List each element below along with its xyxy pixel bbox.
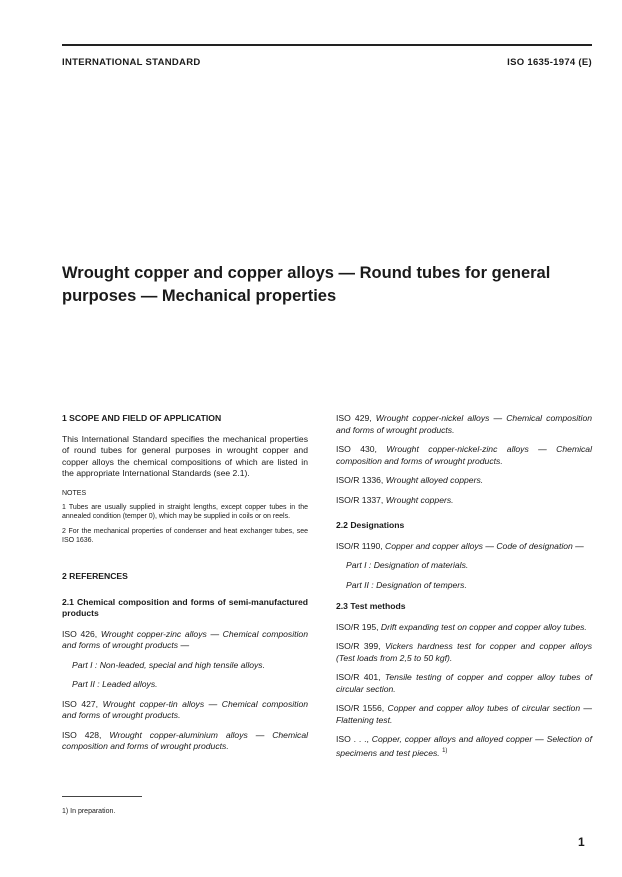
footnote-text: 1) In preparation. [62,808,116,815]
reference-title: Wrought copper-tin alloys — Chemical composition and forms of wrought products. [62,698,309,720]
reference-iso-r-1190-part-1: Part I : Designation of materials. [346,560,469,570]
reference-number: ISO 429, [336,413,372,423]
section-2-2-heading: 2.2 Designations [336,520,405,530]
left-column [62,413,308,761]
reference-iso-r-1337 [336,495,592,507]
right-column [336,413,592,767]
reference-iso-r-195 [336,622,592,634]
reference-number: ISO/R 1190, [336,540,383,551]
section-2-1-heading: 2.1 Chemical composition and forms of semi-manufactured products [62,596,308,618]
reference-iso-429 [336,413,592,436]
reference-number: ISO/R 1337, [336,494,384,505]
reference-iso-426-part-2: Part II : Leaded alloys. [72,679,158,689]
title-line-2: purposes — Mechanical properties [62,287,337,305]
header-top-rule [62,44,592,46]
section-2-heading: 2 REFERENCES [62,571,128,581]
reference-iso-in-preparation [336,734,592,759]
reference-iso-r-401 [336,672,592,695]
section-1-body: This International Standard specifies the mechanical properties of round tubes for general purposes in wrought copper and copper alloys the chemical compositions of which are listed in the appropriate International Standards (see 2.1). [62,433,308,478]
reference-number: ISO . . ., [336,734,369,744]
reference-number: ISO/R 195, [336,621,379,632]
footnote-rule [62,796,142,797]
reference-iso-r-1190 [336,541,592,553]
note-1: 1 Tubes are usually supplied in straight lengths, except copper tubes in the annealed condition (temper 0), which may be supplied in coils or on reels. [62,504,308,520]
reference-title: Wrought copper-aluminium alloys — Chemical composition and forms of wrought products. [62,729,309,751]
document-title [62,262,592,308]
reference-iso-426 [62,629,308,652]
reference-number: ISO 426, [62,628,98,639]
reference-iso-426-part-1: Part I : Non-leaded, special and high tensile alloys. [72,659,265,670]
reference-title: Wrought copper-nickel alloys — Chemical composition and forms of wrought products. [336,413,593,435]
reference-title: Wrought copper-zinc alloys — Chemical composition and forms of wrought products — [62,628,308,650]
reference-iso-427 [62,699,308,722]
reference-number: ISO 427, [62,698,99,709]
reference-number: ISO 430, [336,444,377,454]
reference-number: ISO/R 1556, [336,703,385,713]
header-standard-number: ISO 1635-1974 (E) [507,57,592,68]
reference-number: ISO 428, [62,729,102,740]
reference-number: ISO/R 401, [336,672,381,682]
reference-title: Copper and copper alloys — Code of designation — [385,540,584,551]
page-number: 1 [578,835,585,849]
notes-heading: NOTES [62,489,87,497]
footnote-marker: 1) [442,747,448,754]
reference-number: ISO/R 1336, [336,475,384,485]
reference-iso-430 [336,444,592,467]
reference-title: Wrought copper-nickel-zinc alloys — Chemical composition and forms of wrought products. [336,444,592,466]
reference-title: Copper and copper alloy tubes of circular section — Flattening test. [336,703,592,725]
title-line-1: Wrought copper and copper alloys — Round tubes for general [62,264,551,282]
reference-iso-r-1556 [336,703,592,726]
reference-title: Wrought alloyed coppers. [385,475,484,485]
reference-iso-428 [62,730,308,753]
reference-iso-r-1190-part-2: Part II : Designation of tempers. [346,579,467,590]
reference-title: Tensile testing of copper and copper alloy tubes of circular section. [336,672,592,694]
header-standard-type: INTERNATIONAL STANDARD [62,57,201,68]
note-2: 2 For the mechanical properties of condenser and heat exchanger tubes, see ISO 1636. [62,528,308,544]
section-1-heading: 1 SCOPE AND FIELD OF APPLICATION [62,413,222,423]
reference-title: Vickers hardness test for copper and copper alloys (Test loads from 2,5 to 50 kgf). [336,641,593,663]
reference-title: Drift expanding test on copper and copper alloy tubes. [380,621,587,632]
reference-title: Copper, copper alloys and alloyed copper — Selection of specimens and test pieces. [336,734,592,758]
reference-number: ISO/R 399, [336,641,381,651]
section-2-3-heading: 2.3 Test methods [336,601,406,611]
reference-iso-r-399 [336,641,592,664]
reference-title: Wrought coppers. [385,494,454,505]
reference-iso-r-1336 [336,475,592,487]
